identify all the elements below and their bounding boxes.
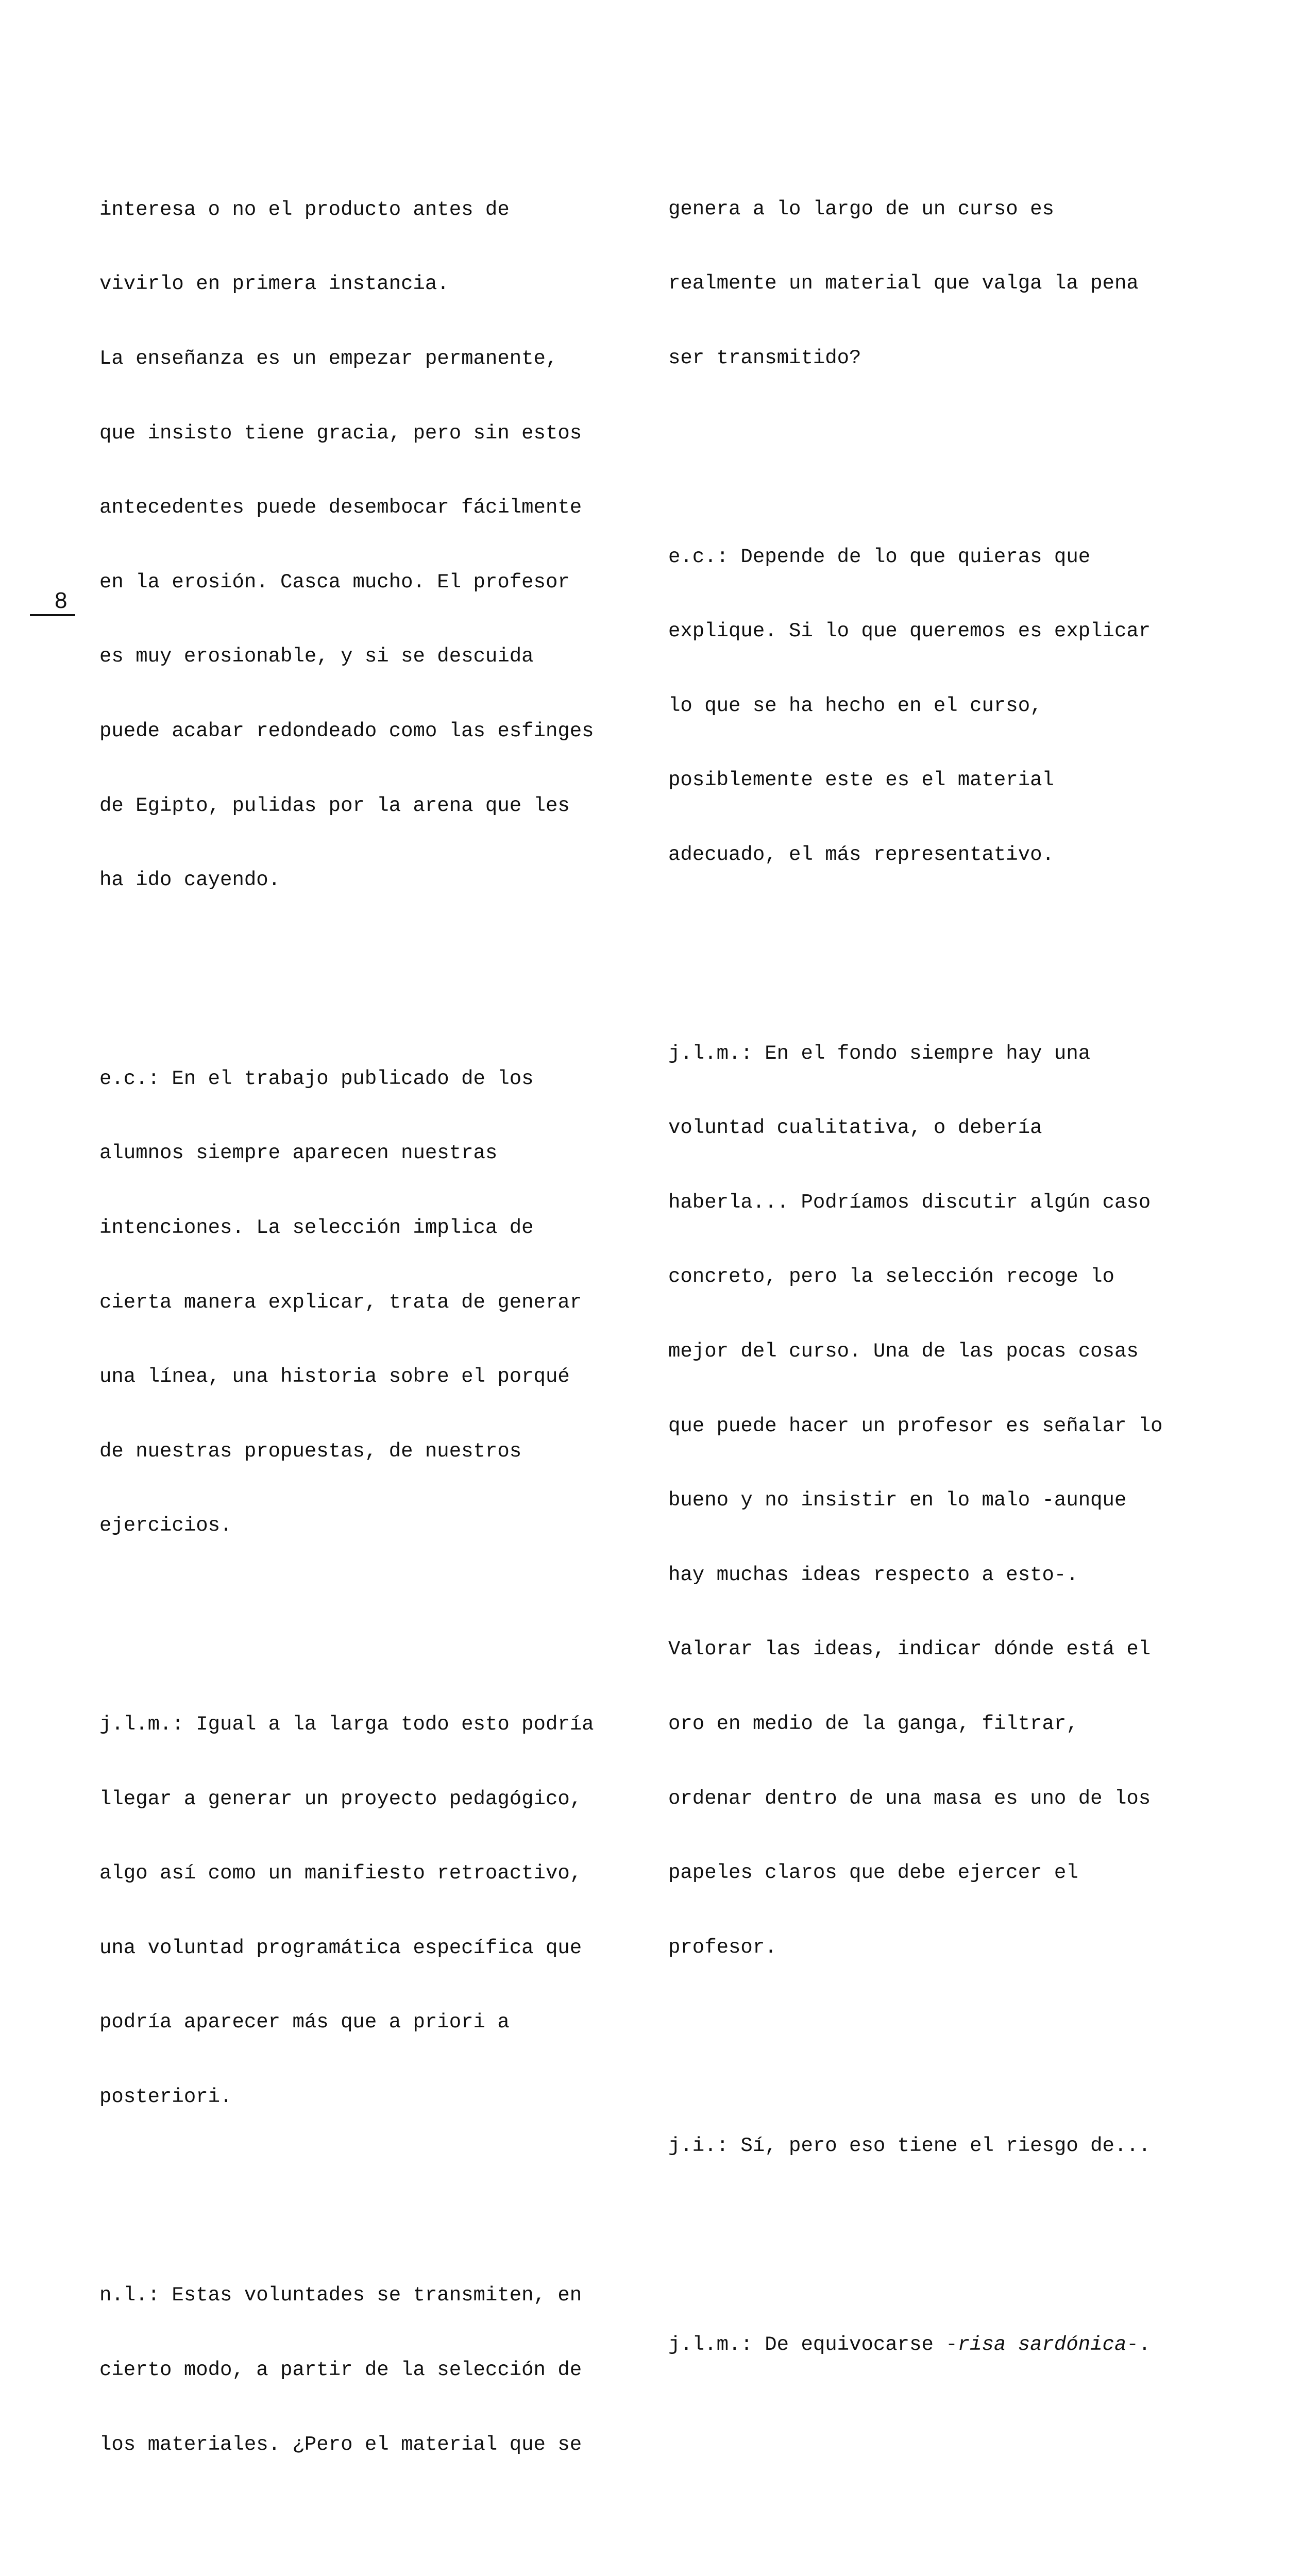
text-line: explique. Si lo que queremos es explicar bbox=[668, 620, 1151, 643]
text-line: posiblemente este es el material bbox=[668, 769, 1054, 792]
text-line: antecedentes puede desembocar fácilmente bbox=[99, 496, 582, 519]
paragraph bbox=[668, 2282, 1214, 2406]
right-text-column bbox=[668, 97, 1214, 2481]
text-line: adecuado, el más representativo. bbox=[668, 843, 1054, 866]
text-line: de Egipto, pulidas por la arena que les bbox=[99, 794, 570, 817]
left-text-column bbox=[99, 98, 635, 2576]
text-line: mejor del curso. Una de las pocas cosas bbox=[668, 1340, 1139, 1363]
text-line: e.c.: Depende de lo que quieras que bbox=[668, 545, 1091, 568]
text-line: j.l.m.: Igual a la larga todo esto podría bbox=[99, 1713, 594, 1736]
text-line: llegar a generar un proyecto pedagógico, bbox=[99, 1787, 582, 1810]
paragraph bbox=[99, 2233, 635, 2506]
text-line: lo que se ha hecho en el curso, bbox=[668, 694, 1042, 717]
text-line: concreto, pero la selección recoge lo bbox=[668, 1265, 1114, 1289]
text-line: que insisto tiene gracia, pero sin estos bbox=[99, 421, 582, 445]
text-line: posteriori. bbox=[99, 2085, 232, 2108]
text-line: profesor. bbox=[668, 1936, 777, 1959]
text-line: alumnos siempre aparecen nuestras bbox=[99, 1142, 498, 1165]
text-line: realmente un material que valga la pena bbox=[668, 272, 1139, 295]
text-line: ordenar dentro de una masa es uno de los bbox=[668, 1787, 1151, 1810]
text-line: e.c.: En el trabajo publicado de los bbox=[99, 1067, 534, 1090]
page-number: 8 bbox=[55, 588, 67, 613]
text-line: n.l.: Estas voluntades se transmiten, en bbox=[99, 2284, 582, 2307]
paragraph bbox=[99, 1663, 635, 2159]
text-line: ha ido cayendo. bbox=[99, 869, 281, 892]
text-line: ser transmitido? bbox=[668, 347, 861, 369]
text-line: intenciones. La selección implica de bbox=[99, 1216, 534, 1239]
paragraph bbox=[668, 147, 1214, 420]
paragraph bbox=[99, 1016, 635, 1588]
text-line bbox=[668, 2332, 1214, 2357]
text-line: que puede hacer un profesor es señalar lo bbox=[668, 1414, 1163, 1437]
text-line: La enseñanza es un empezar permanente, bbox=[99, 347, 558, 370]
text-line: cierto modo, a partir de la selección de bbox=[99, 2359, 582, 2382]
text-line: Valorar las ideas, indicar dónde está el bbox=[668, 1638, 1151, 1661]
text-line: podría aparecer más que a priori a bbox=[99, 2011, 510, 2034]
text-line: j.i.: Sí, pero eso tiene el riesgo de... bbox=[668, 2134, 1151, 2158]
text-line: cierta manera explicar, trata de generar bbox=[99, 1291, 582, 1314]
text-line: haberla... Podríamos discutir algún caso bbox=[668, 1191, 1151, 1214]
text-line: una voluntad programática específica que bbox=[99, 1936, 582, 1959]
text-line: algo así como un manifiesto retroactivo, bbox=[99, 1862, 582, 1885]
text-line: voluntad cualitativa, o debería bbox=[668, 1116, 1042, 1140]
text-line: bueno y no insistir en lo malo -aunque bbox=[668, 1489, 1127, 1512]
text-line: papeles claros que debe ejercer el bbox=[668, 1861, 1078, 1885]
italic-stage-direction: risa sardónica bbox=[957, 2333, 1127, 2356]
text-line: puede acabar redondeado como las esfinges bbox=[99, 719, 594, 742]
text-line: j.l.m.: En el fondo siempre hay una bbox=[668, 1042, 1091, 1065]
text-line: los materiales. ¿Pero el material que se bbox=[99, 2433, 582, 2456]
text-segment: -. bbox=[1126, 2333, 1151, 2356]
page-number-marker bbox=[30, 587, 76, 618]
paragraph bbox=[668, 991, 1214, 2009]
text-line: es muy erosionable, y si se descuida bbox=[99, 645, 534, 668]
text-line: una línea, una historia sobre el porqué bbox=[99, 1365, 570, 1388]
text-line: ejercicios. bbox=[99, 1514, 232, 1537]
paragraph bbox=[99, 147, 635, 942]
text-line: interesa o no el producto antes de bbox=[99, 198, 510, 221]
page-number-underline bbox=[30, 614, 75, 616]
paragraph bbox=[668, 2084, 1214, 2208]
text-line: genera a lo largo de un curso es bbox=[668, 197, 1054, 221]
text-segment: j.l.m.: De equivocarse - bbox=[668, 2333, 958, 2356]
text-line: oro en medio de la ganga, filtrar, bbox=[668, 1712, 1078, 1735]
text-line: en la erosión. Casca mucho. El profesor bbox=[99, 570, 570, 594]
text-line: hay muchas ideas respecto a esto-. bbox=[668, 1563, 1078, 1586]
text-line: de nuestras propuestas, de nuestros bbox=[99, 1439, 522, 1463]
paragraph bbox=[668, 495, 1214, 917]
text-line: vivirlo en primera instancia. bbox=[99, 273, 449, 296]
